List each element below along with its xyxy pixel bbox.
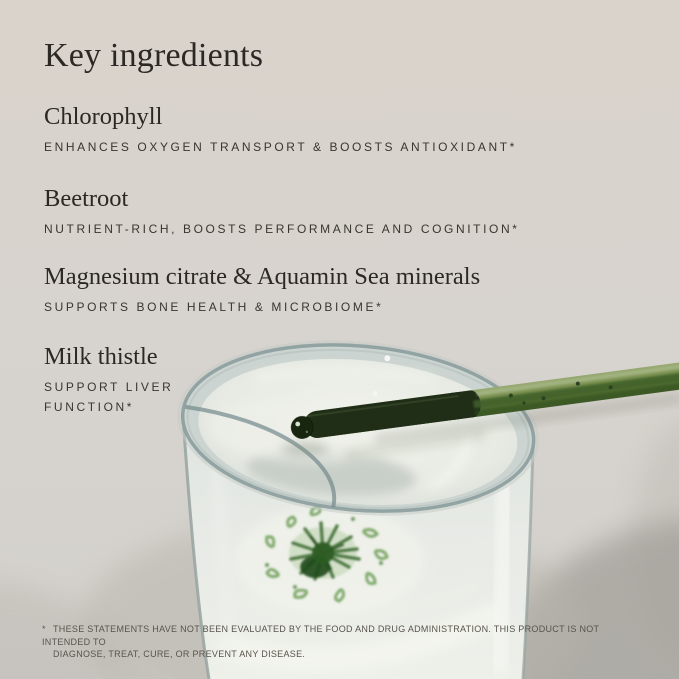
- page-title: Key ingredients: [44, 37, 264, 74]
- ingredient-benefit: ENHANCES OXYGEN TRANSPORT & BOOSTS ANTIOXIDANT*: [44, 140, 517, 154]
- ingredient-name: Chlorophyll: [44, 103, 163, 130]
- dropper-water-shadow: [281, 442, 329, 456]
- ingredient-benefit: NUTRIENT-RICH, BOOSTS PERFORMANCE AND COGNITION*: [44, 222, 520, 236]
- disclaimer-text: DIAGNOSE, TREAT, CURE, OR PREVENT ANY DISEASE.: [53, 649, 306, 659]
- ingredient-name: Magnesium citrate & Aquamin Sea minerals: [44, 263, 481, 290]
- disclaimer-asterisk: *: [42, 624, 46, 634]
- ingredient-name: Beetroot: [44, 185, 129, 212]
- ingredient-section-magnesium: [44, 262, 480, 317]
- ingredient-section-milk-thistle: [44, 342, 229, 417]
- ingredient-section-beetroot: [44, 184, 520, 239]
- disclaimer: [42, 623, 648, 661]
- ingredient-benefit: SUPPORT LIVER FUNCTION*: [44, 380, 174, 414]
- disclaimer-line: [42, 623, 648, 648]
- ingredient-section-chlorophyll: [44, 102, 517, 157]
- ingredient-name: Milk thistle: [44, 343, 158, 370]
- ingredient-benefit: SUPPORTS BONE HEALTH & MICROBIOME*: [44, 300, 384, 314]
- disclaimer-text: THESE STATEMENTS HAVE NOT BEEN EVALUATED BY THE FOOD AND DRUG ADMINISTRATION. THIS PRODUCT IS NOT INTENDED TO: [42, 624, 600, 647]
- disclaimer-line: [42, 648, 648, 661]
